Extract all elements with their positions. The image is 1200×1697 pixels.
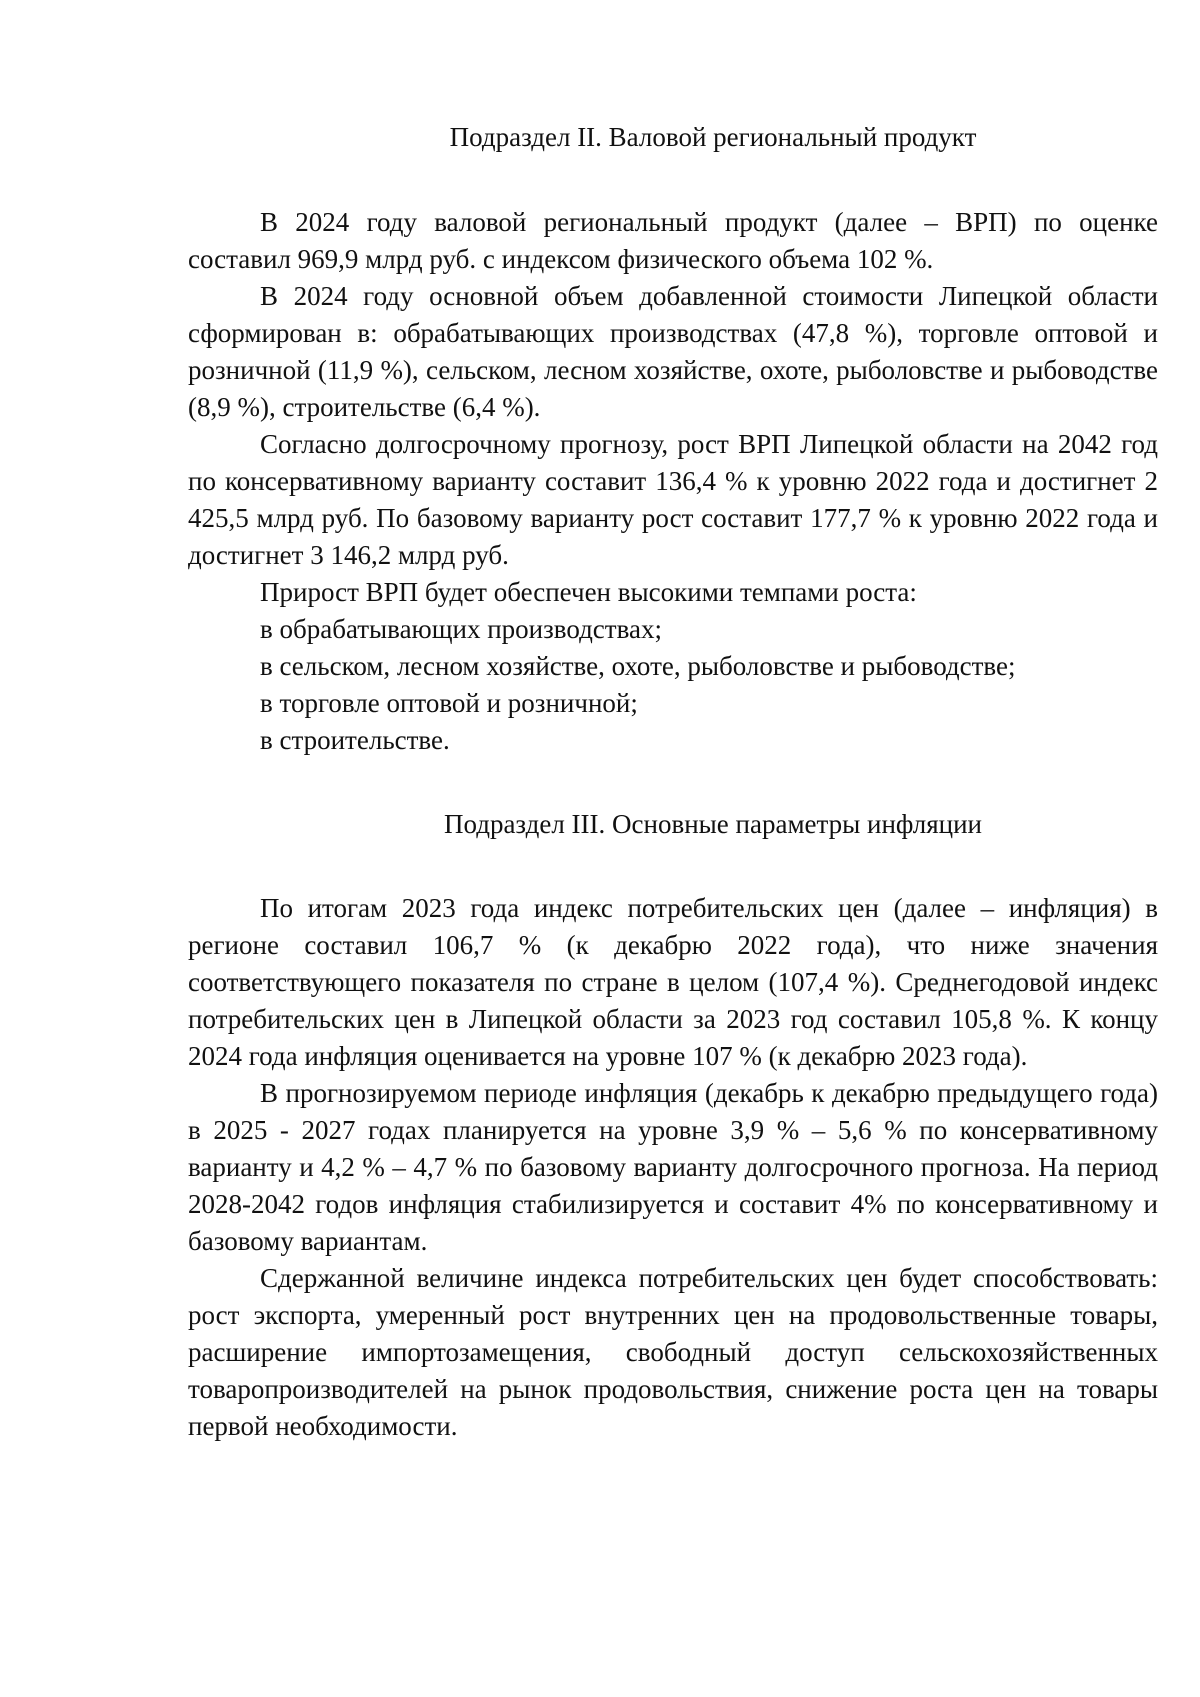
inflation-forecast-paragraph: В прогнозируемом периоде инфляция (декабрь к декабрю предыдущего года) в 2025 - 2027 годах планируется на уровне 3,9 % – 5,6 % по консервативному варианту и 4,2 % – 4,7 % по базовому варианту долгосрочного прогноза. На период 2028-2042 годов инфляция стабилизируется и составит 4% по консервативному и базовому вариантам. (188, 1078, 1158, 1256)
grp-structure-paragraph: В 2024 году основной объем добавленной стоимости Липецкой области сформирован в: обрабатывающих производствах (47,8 %), торговле оптовой и розничной (11,9 %), сельском, лесном хозяйстве, охоте, рыболовстве и рыбоводстве (8,9 %), строительстве (6,4 %). (188, 281, 1158, 422)
list-item: в торговле оптовой и розничной; (260, 688, 638, 718)
inflation-2023-paragraph: По итогам 2023 года индекс потребительских цен (далее – инфляция) в регионе составил 106,7 % (к декабрю 2022 года), что ниже значения соответствующего показателя по стране в целом (107,4 %). Среднегодовой индекс потребительских цен в Липецкой области за 2023 год составил 105,8 %. К концу 2024 года инфляция оценивается на уровне 107 % (к декабрю 2023 года). (188, 893, 1158, 1071)
document-content (188, 119, 1158, 1445)
section-2-title: Подраздел II. Валовой региональный продукт (449, 122, 977, 152)
list-item: в строительстве. (260, 725, 450, 755)
grp-estimate-paragraph: В 2024 году валовой региональный продукт (далее – ВРП) по оценке составил 969,9 млрд руб. с индексом физического объема 102 %. (188, 207, 1158, 274)
grp-growth-intro-paragraph: Прирост ВРП будет обеспечен высокими темпами роста: (260, 577, 917, 607)
list-item: в сельском, лесном хозяйстве, охоте, рыболовстве и рыбоводстве; (260, 651, 1016, 681)
inflation-factors-paragraph: Сдержанной величине индекса потребительских цен будет способствовать: рост экспорта, умеренный рост внутренних цен на продовольственные товары, расширение импортозамещения, свободный доступ сельскохозяйственных товаропроизводителей на рынок продовольствия, снижение роста цен на товары первой необходимости. (188, 1263, 1158, 1441)
grp-forecast-paragraph: Согласно долгосрочному прогнозу, рост ВРП Липецкой области на 2042 год по консервативному варианту составит 136,4 % к уровню 2022 года и достигнет 2 425,5 млрд руб. По базовому варианту рост составит 177,7 % к уровню 2022 года и достигнет 3 146,2 млрд руб. (188, 429, 1158, 570)
section-3-title: Подраздел III. Основные параметры инфляции (443, 809, 982, 839)
list-item: в обрабатывающих производствах; (260, 614, 662, 644)
